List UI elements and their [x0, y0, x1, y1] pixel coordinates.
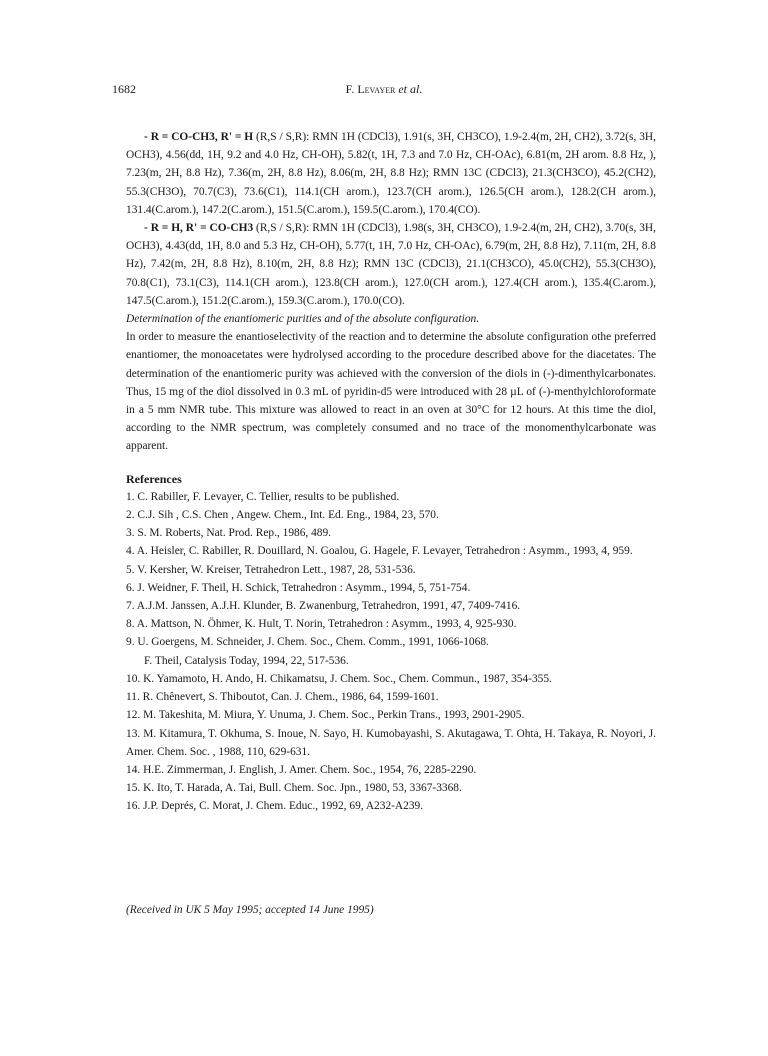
reference-item: 2. C.J. Sih , C.S. Chen , Angew. Chem., Int. Ed. Eng., 1984, 23, 570.: [126, 509, 439, 522]
running-head: [112, 82, 656, 97]
reference-item: F. Theil, Catalysis Today, 1994, 22, 517-536.: [144, 654, 349, 667]
running-head-author: Levayer: [357, 82, 396, 96]
reference-item: 3. S. M. Roberts, Nat. Prod. Rep., 1986, 489.: [126, 527, 332, 540]
page-header: [112, 82, 656, 98]
reference-item: 10. K. Yamamoto, H. Ando, H. Chikamatsu, J. Chem. Soc., Chem. Commun., 1987, 354-355.: [126, 672, 552, 685]
compound-2-nmr: [126, 219, 656, 310]
section-heading: Determination of the enantiomeric purities and of the absolute configuration.: [126, 313, 480, 326]
reference-item: 12. M. Takeshita, M. Miura, Y. Unuma, J. Chem. Soc., Perkin Trans., 1993, 2901-2905.: [126, 709, 525, 722]
running-head-etal: et al.: [395, 82, 423, 96]
page-number: 1682: [112, 82, 136, 96]
reference-item: 15. K. Ito, T. Harada, A. Tai, Bull. Chem. Soc. Jpn., 1980, 53, 3367-3368.: [126, 782, 462, 795]
reference-item: 1. C. Rabiller, F. Levayer, C. Tellier, results to be published.: [126, 490, 400, 503]
reference-item: 4. A. Heisler, C. Rabiller, R. Douillard, N. Goalou, G. Hagele, F. Levayer, Tetrahedron : Asymm., 1993, 4, 959.: [126, 545, 633, 558]
compound-1-text: (R,S / S,R): RMN 1H (CDCl3), 1.91(s, 3H, CH3CO), 1.9-2.4(m, 2H, CH2), 3.72(s, 3H, OCH3), 4.56(dd, 1H, 9.2 and 4.0 Hz, CH-OH), 5.82(t, 1H, 7.3 and 7.0 Hz, CH-OAc), 6.81(m, 2H arom. 8.8 Hz, ), 7.23(m, 2H, 8.8 Hz), 7.36(m, 2H, 8.8 Hz), 8.06(m, 2H, 8.8 Hz); RMN 13C (CDCl3), 21.3(CH3CO), 45.2(CH2), 55.3(CH3O), 70.7(C3), 73.6(C1), 114.1(CH arom.), 123.7(CH arom.), 126.5(CH arom.), 128.2(CH arom.), 131.4(C.arom.), 147.2(C.arom.), 151.5(C.arom.), 159.5(C.arom.), 170.4(CO).: [126, 131, 656, 216]
compound-2-lead: - R = H, R' = CO-CH3: [144, 222, 254, 235]
reference-item: 16. J.P. Deprés, C. Morat, J. Chem. Educ., 1992, 69, A232-A239.: [126, 800, 424, 813]
reference-item: 13. M. Kitamura, T. Okhuma, S. Inoue, N. Sayo, H. Kumobayashi, S. Akutagawa, T. Ohta, H. Takaya, R. Noyori, J. Amer. Chem. Soc. , 1988, 110, 629-631.: [126, 727, 656, 758]
compound-1-nmr: [126, 128, 656, 219]
running-head-initial: F.: [345, 82, 358, 96]
reference-item: 5. V. Kersher, W. Kreiser, Tetrahedron Lett., 1987, 28, 531-536.: [126, 563, 416, 576]
references-title: References: [126, 471, 182, 486]
compound-1-lead: - R = CO-CH3, R' = H: [144, 131, 254, 143]
references-list: [126, 488, 656, 816]
reference-item: 7. A.J.M. Janssen, A.J.H. Klunder, B. Zwanenburg, Tetrahedron, 1991, 47, 7409-7416.: [126, 600, 521, 613]
received-note: (Received in UK 5 May 1995; accepted 14 June 1995): [126, 904, 374, 916]
reference-item: 8. A. Mattson, N. Öhmer, K. Hult, T. Norin, Tetrahedron : Asymm., 1993, 4, 925-930.: [126, 618, 517, 631]
reference-item: 9. U. Goergens, M. Schneider, J. Chem. Soc., Chem. Comm., 1991, 1066-1068.: [126, 636, 489, 649]
reference-item: 6. J. Weidner, F. Theil, H. Schick, Tetrahedron : Asymm., 1994, 5, 751-754.: [126, 581, 471, 594]
main-content: [126, 128, 656, 816]
reference-item: 11. R. Chênevert, S. Thiboutot, Can. J. Chem., 1986, 64, 1599-1601.: [126, 691, 439, 704]
section-body: In order to measure the enantioselectivity of the reaction and to determine the absolute configuration othe preferred enantiomer, the monoacetates were hydrolysed according to the procedure described above for the diacetates. The determination of the enantiomeric purity was achieved with the conversion of the diols in (-)-dimenthylcarbonates. Thus, 15 mg of the diol dissolved in 0.3 mL of pyridin-d5 were introduced with 28 µL of (-)-menthylchloroformate in a 5 mm NMR tube. This mixture was allowed to react in an oven at 30°C for 12 hours. At this time the diol, according to the NMR spectrum, was completely consumed and no trace of the monomenthylcarbonate was apparent.: [126, 331, 656, 453]
compound-2-text: (R,S / S,R): RMN 1H (CDCl3), 1.98(s, 3H, CH3CO), 1.9-2.4(m, 2H, CH2), 3.70(s, 3H, OCH3), 4.43(dd, 1H, 8.0 and 5.3 Hz, CH-OH), 5.77(t, 1H, 7.0 Hz, CH-OAc), 6.79(m, 2H, 8.8 Hz), 7.11(m, 2H, 8.8 Hz), 7.42(m, 2H, 8.8 Hz), 8.10(m, 2H, 8.8 Hz); RMN 13C (CDCl3), 21.1(CH3CO), 45.0(CH2), 55.3(CH3O), 70.8(C1), 73.1(C3), 114.1(CH arom.), 123.8(CH arom.), 127.0(CH arom.), 127.4(CH arom.), 135.4(C.arom.), 147.5(C.arom.), 151.2(C.arom.), 159.3(C.arom.), 170.0(CO).: [126, 222, 656, 307]
reference-item: 14. H.E. Zimmerman, J. English, J. Amer. Chem. Soc., 1954, 76, 2285-2290.: [126, 763, 477, 776]
